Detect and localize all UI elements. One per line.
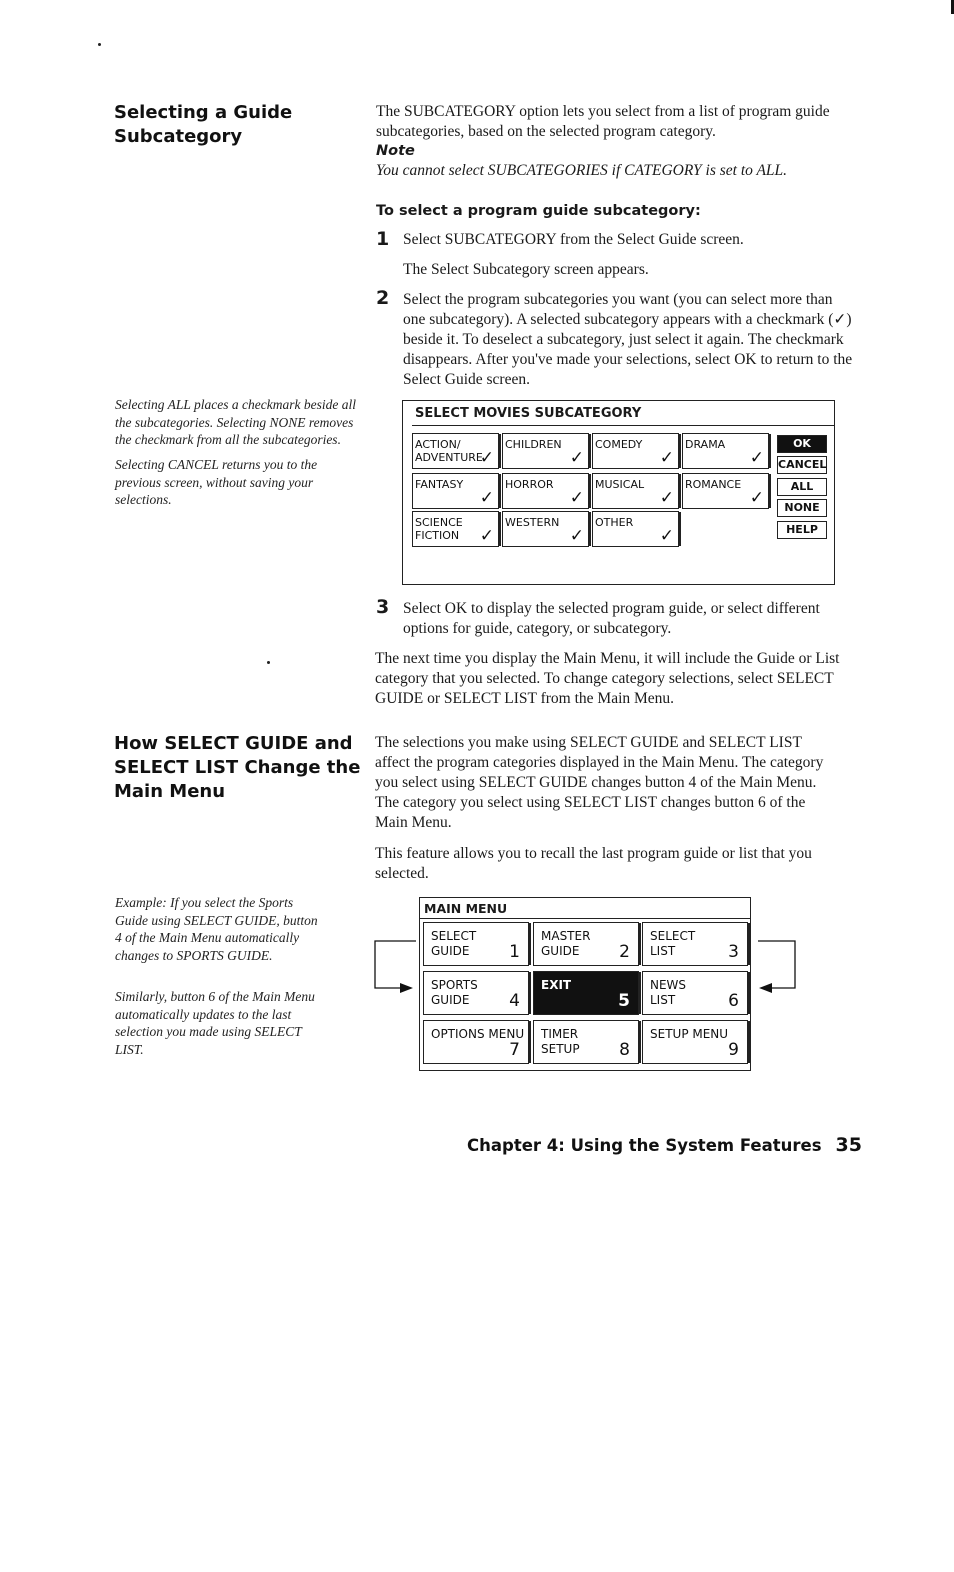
procedure-title: To select a program guide subcategory: <box>376 203 701 219</box>
subcategory-horror[interactable] <box>502 473 589 509</box>
menu-button-number: 5 <box>618 991 630 1011</box>
cell-label: DRAMA <box>685 438 726 451</box>
cell-label: ROMANCE <box>685 478 742 491</box>
screen-title: SELECT MOVIES SUBCATEGORY <box>415 406 642 421</box>
menu-button-sports-guide[interactable] <box>423 971 529 1015</box>
checkmark-icon: ✓ <box>479 488 494 508</box>
help-button[interactable]: HELP <box>777 521 827 539</box>
note-label: Note <box>376 143 415 159</box>
menu-button-label: MASTER GUIDE <box>541 929 591 958</box>
menu-button-number: 1 <box>509 942 520 962</box>
ok-button[interactable]: OK <box>777 435 827 453</box>
menu-button-label: NEWS LIST <box>650 978 687 1007</box>
subcategory-comedy[interactable] <box>592 433 679 469</box>
checkmark-icon: ✓ <box>659 448 674 468</box>
button6-arrow-icon <box>754 935 804 995</box>
cancel-button[interactable]: CANCEL <box>777 456 827 474</box>
menu-button-number: 2 <box>619 942 630 962</box>
after-paragraph: The next time you display the Main Menu, it will include the Guide or List category that you selected. To change category selections, select SELECT GUIDE or SELECT LIST from the Main Menu. <box>375 650 840 707</box>
side-note: Selecting ALL places a checkmark beside all the subcategories. Selecting NONE removes the checkmark from all the subcategories. <box>115 397 356 447</box>
menu-button-label: SETUP MENU <box>650 1027 729 1041</box>
checkmark-icon: ✓ <box>569 448 584 468</box>
scan-dot <box>98 43 101 46</box>
cell-label: CHILDREN <box>505 438 562 451</box>
menu-button-setup-menu[interactable] <box>642 1020 748 1064</box>
step-number: 3 <box>376 596 390 618</box>
checkmark-icon: ✓ <box>479 526 494 546</box>
cell-label: COMEDY <box>595 438 643 451</box>
main-menu-screen <box>419 897 751 1071</box>
menu-button-label: SELECT GUIDE <box>431 929 477 958</box>
checkmark-icon: ✓ <box>569 526 584 546</box>
subcategory-other[interactable] <box>592 511 679 547</box>
menu-button-select-guide[interactable] <box>423 922 529 966</box>
menu-button-options-menu[interactable] <box>423 1020 529 1064</box>
subcategory-musical[interactable] <box>592 473 679 509</box>
menu-button-number: 7 <box>509 1040 520 1060</box>
page-number: 35 <box>835 1134 862 1156</box>
menu-button-label: TIMER SETUP <box>541 1027 580 1056</box>
subcategory-action-adventure[interactable] <box>412 433 499 469</box>
cell-label: HORROR <box>505 478 554 491</box>
step-text: Select SUBCATEGORY from the Select Guide screen. <box>403 231 744 248</box>
side-note: Example: If you select the Sports Guide using SELECT GUIDE, button 4 of the Main Menu automatically changes to SPORTS GUIDE. <box>115 895 318 963</box>
cell-label: OTHER <box>595 516 634 529</box>
subcategory-romance[interactable] <box>682 473 769 509</box>
all-button[interactable]: ALL <box>777 478 827 496</box>
side-note: Similarly, button 6 of the Main Menu automatically updates to the last selection you made using SELECT LIST. <box>115 989 315 1057</box>
cell-label: WESTERN <box>505 516 560 529</box>
checkmark-icon: ✓ <box>749 488 764 508</box>
subcategory-drama[interactable] <box>682 433 769 469</box>
none-button[interactable]: NONE <box>777 499 827 517</box>
subcategory-fantasy[interactable] <box>412 473 499 509</box>
subcategory-western[interactable] <box>502 511 589 547</box>
divider <box>420 918 750 919</box>
section-heading-subcategory: Selecting a Guide Subcategory <box>114 102 293 147</box>
menu-button-master-guide[interactable] <box>533 922 639 966</box>
step-result: The Select Subcategory screen appears. <box>403 261 649 278</box>
step-text: Select the program subcategories you want (you can select more than one subcategory). A selected subcategory appears with a checkmark (✓) beside it. To deselect a subcategory, just select it again. The checkmark disappears. After you've made your selections, select OK to return to the Select Guide screen. <box>403 291 853 388</box>
main-menu-paragraph: The selections you make using SELECT GUIDE and SELECT LIST affect the program categories displayed in the Main Menu. The category you select using SELECT GUIDE changes button 4 of the Main Menu. The category you select using SELECT LIST changes button 6 of the Main Menu. <box>375 734 824 831</box>
page-footer <box>467 1134 862 1156</box>
menu-button-label: EXIT <box>541 978 572 992</box>
step-text: Select OK to display the selected program guide, or select different options for guide, category, or subcategory. <box>403 600 820 637</box>
checkmark-icon: ✓ <box>659 526 674 546</box>
checkmark-icon: ✓ <box>569 488 584 508</box>
menu-button-label: OPTIONS MENU <box>431 1027 525 1041</box>
menu-button-timer-setup[interactable] <box>533 1020 639 1064</box>
menu-button-number: 4 <box>509 991 520 1011</box>
section-heading-main-menu: How SELECT GUIDE and SELECT LIST Change the Main Menu <box>114 733 361 802</box>
checkmark-icon: ✓ <box>749 448 764 468</box>
cell-label: SCIENCE FICTION <box>415 516 463 542</box>
menu-button-label: SELECT LIST <box>650 929 696 958</box>
scan-dot <box>267 661 270 664</box>
menu-button-number: 8 <box>619 1040 630 1060</box>
subcategory-children[interactable] <box>502 433 589 469</box>
subcategory-science-fiction[interactable] <box>412 511 499 547</box>
subcategory-screen <box>402 400 835 585</box>
menu-button-label: SPORTS GUIDE <box>431 978 478 1007</box>
menu-button-number: 9 <box>728 1040 739 1060</box>
checkmark-icon: ✓ <box>659 488 674 508</box>
checkmark-icon: ✓ <box>479 448 494 468</box>
step-number: 1 <box>376 228 390 250</box>
note-text: You cannot select SUBCATEGORIES if CATEGORY is set to ALL. <box>376 162 788 179</box>
divider <box>412 425 834 426</box>
menu-button-number: 3 <box>728 942 739 962</box>
step-number: 2 <box>376 287 390 309</box>
cell-label: MUSICAL <box>595 478 645 491</box>
button4-arrow-icon <box>372 935 420 995</box>
menu-button-news-list[interactable] <box>642 971 748 1015</box>
recall-paragraph: This feature allows you to recall the last program guide or list that you selected. <box>375 845 812 882</box>
menu-button-number: 6 <box>728 991 739 1011</box>
menu-title: MAIN MENU <box>424 901 508 916</box>
cell-label: FANTASY <box>415 478 464 491</box>
cell-label: ACTION/ ADVENTURE <box>415 438 483 464</box>
menu-button-exit[interactable] <box>533 971 639 1015</box>
side-note: Selecting CANCEL returns you to the previous screen, without saving your selections. <box>115 457 318 507</box>
menu-button-select-list[interactable] <box>642 922 748 966</box>
intro-paragraph: The SUBCATEGORY option lets you select from a list of program guide subcategories, based on the selected program category. <box>376 103 830 140</box>
chapter-title: Chapter 4: Using the System Features <box>467 1136 822 1155</box>
